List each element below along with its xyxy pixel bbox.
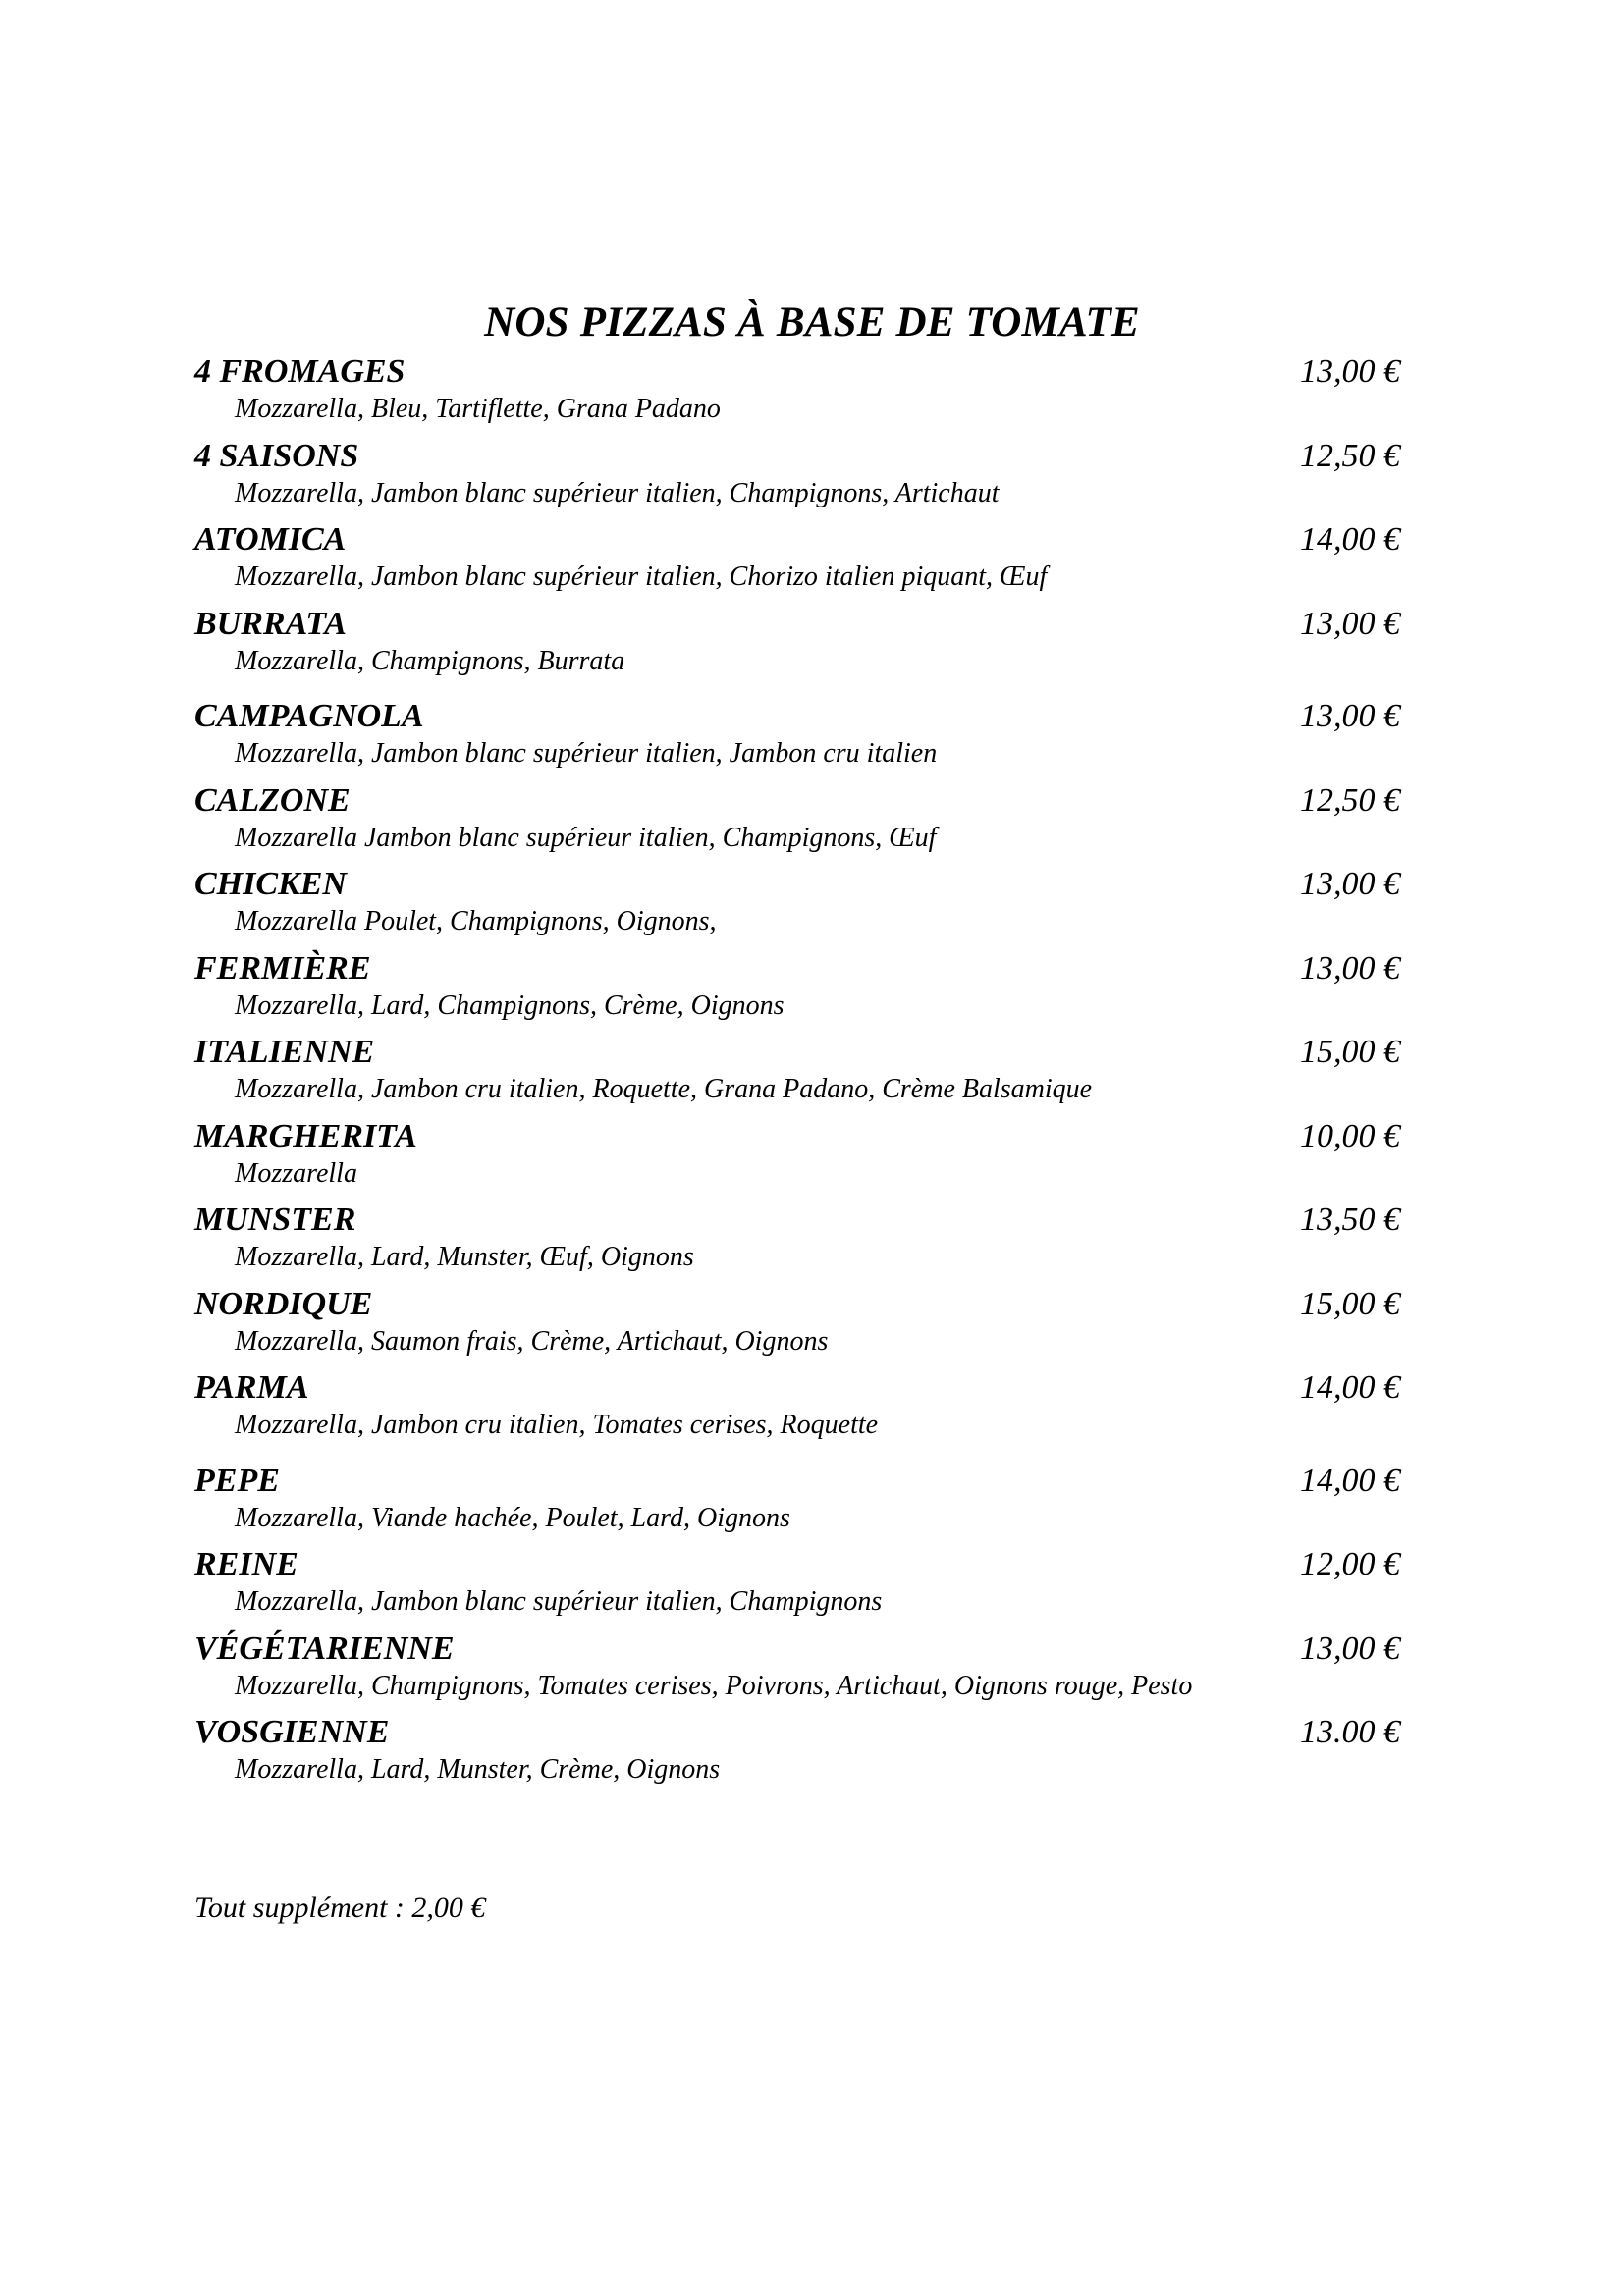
pizza-menu-list bbox=[194, 351, 1412, 1796]
menu-item-name: ATOMICA bbox=[194, 521, 347, 558]
menu-item-description: Mozzarella, Saumon frais, Crème, Artichaut, Oignons bbox=[235, 1325, 829, 1357]
menu-item-margherita bbox=[194, 1116, 1412, 1201]
menu-item-name: NORDIQUE bbox=[194, 1285, 373, 1322]
menu-item-description: Mozzarella Poulet, Champignons, Oignons, bbox=[235, 906, 717, 936]
menu-item-description: Mozzarella, Lard, Champignons, Crème, Oignons bbox=[235, 989, 785, 1021]
menu-item-vegetarienne bbox=[194, 1629, 1412, 1713]
menu-item-fermiere bbox=[194, 948, 1412, 1033]
menu-item-price: 12,00 € bbox=[1300, 1546, 1400, 1582]
menu-item-description: Mozzarella, Viande hachée, Poulet, Lard, Oignons bbox=[235, 1502, 790, 1533]
menu-item-reine bbox=[194, 1544, 1412, 1629]
supplement-note: Tout supplément : 2,00 € bbox=[194, 1892, 486, 1924]
menu-item-name: PEPE bbox=[194, 1462, 280, 1499]
menu-item-price: 12,50 € bbox=[1300, 781, 1400, 819]
menu-item-description: Mozzarella, Lard, Munster, Œuf, Oignons bbox=[235, 1242, 694, 1272]
menu-item-price: 10,00 € bbox=[1300, 1117, 1400, 1154]
menu-item-parma bbox=[194, 1367, 1412, 1461]
menu-item-name: CHICKEN bbox=[194, 866, 347, 902]
menu-item-price: 13,00 € bbox=[1300, 949, 1400, 987]
menu-item-price: 13.00 € bbox=[1300, 1714, 1400, 1750]
menu-item-price: 13,00 € bbox=[1300, 1629, 1400, 1667]
menu-item-name: REINE bbox=[194, 1546, 298, 1582]
menu-item-name: PARMA bbox=[194, 1369, 309, 1406]
menu-item-name: VOSGIENNE bbox=[194, 1714, 390, 1750]
menu-item-price: 13,00 € bbox=[1300, 605, 1400, 642]
menu-item-vosgienne bbox=[194, 1712, 1412, 1796]
menu-item-nordique bbox=[194, 1284, 1412, 1368]
menu-item-name: BURRATA bbox=[194, 605, 347, 642]
menu-item-price: 13,00 € bbox=[1300, 353, 1400, 390]
menu-item-name: VÉGÉTARIENNE bbox=[194, 1629, 455, 1667]
menu-item-price: 14,00 € bbox=[1300, 1462, 1400, 1499]
menu-item-4-saisons bbox=[194, 436, 1412, 520]
menu-item-chicken bbox=[194, 864, 1412, 948]
menu-item-name: FERMIÈRE bbox=[194, 949, 371, 987]
menu-item-price: 14,00 € bbox=[1300, 1369, 1400, 1406]
menu-item-price: 12,50 € bbox=[1300, 437, 1400, 474]
menu-item-description: Mozzarella, Jambon blanc supérieur italien, Chorizo italien piquant, Œuf bbox=[235, 561, 1048, 592]
menu-item-name: MARGHERITA bbox=[194, 1117, 417, 1154]
menu-item-price: 13,00 € bbox=[1300, 866, 1400, 902]
menu-item-name: 4 SAISONS bbox=[194, 437, 359, 474]
menu-item-name: ITALIENNE bbox=[194, 1034, 375, 1070]
menu-item-description: Mozzarella, Champignons, Burrata bbox=[235, 645, 625, 676]
menu-item-price: 15,00 € bbox=[1300, 1034, 1400, 1070]
menu-item-description: Mozzarella bbox=[235, 1157, 357, 1189]
menu-item-price: 14,00 € bbox=[1300, 521, 1400, 558]
menu-item-price: 13,00 € bbox=[1300, 698, 1400, 734]
menu-item-italienne bbox=[194, 1032, 1412, 1116]
menu-item-description: Mozzarella, Lard, Munster, Crème, Oignons bbox=[235, 1754, 721, 1785]
menu-item-price: 15,00 € bbox=[1300, 1285, 1400, 1322]
menu-item-description: Mozzarella, Champignons, Tomates cerises, Poivrons, Artichaut, Oignons rouge, Pesto bbox=[235, 1670, 1193, 1701]
menu-item-burrata bbox=[194, 604, 1412, 697]
menu-item-name: CAMPAGNOLA bbox=[194, 698, 424, 734]
menu-item-name: 4 FROMAGES bbox=[194, 353, 406, 390]
menu-item-description: Mozzarella, Jambon blanc supérieur italien, Jambon cru italien bbox=[235, 738, 938, 769]
menu-item-munster bbox=[194, 1200, 1412, 1284]
menu-item-pepe bbox=[194, 1461, 1412, 1545]
menu-item-description: Mozzarella, Jambon blanc supérieur italien, Champignons bbox=[235, 1586, 883, 1617]
menu-item-description: Mozzarella, Jambon blanc supérieur italien, Champignons, Artichaut bbox=[235, 477, 1000, 508]
menu-item-4-fromages bbox=[194, 351, 1412, 436]
menu-item-price: 13,50 € bbox=[1300, 1201, 1400, 1238]
menu-item-name: CALZONE bbox=[194, 781, 351, 819]
page-title: NOS PIZZAS À BASE DE TOMATE bbox=[484, 298, 1140, 346]
menu-item-campagnola bbox=[194, 696, 1412, 780]
menu-item-description: Mozzarella, Jambon cru italien, Roquette, Grana Padano, Crème Balsamique bbox=[235, 1074, 1093, 1104]
menu-item-description: Mozzarella, Jambon cru italien, Tomates cerises, Roquette bbox=[235, 1410, 879, 1440]
menu-item-name: MUNSTER bbox=[194, 1201, 356, 1238]
menu-item-description: Mozzarella Jambon blanc supérieur italien, Champignons, Œuf bbox=[235, 822, 937, 853]
menu-item-description: Mozzarella, Bleu, Tartiflette, Grana Padano bbox=[235, 394, 721, 424]
menu-item-calzone bbox=[194, 780, 1412, 865]
menu-item-atomica bbox=[194, 519, 1412, 604]
